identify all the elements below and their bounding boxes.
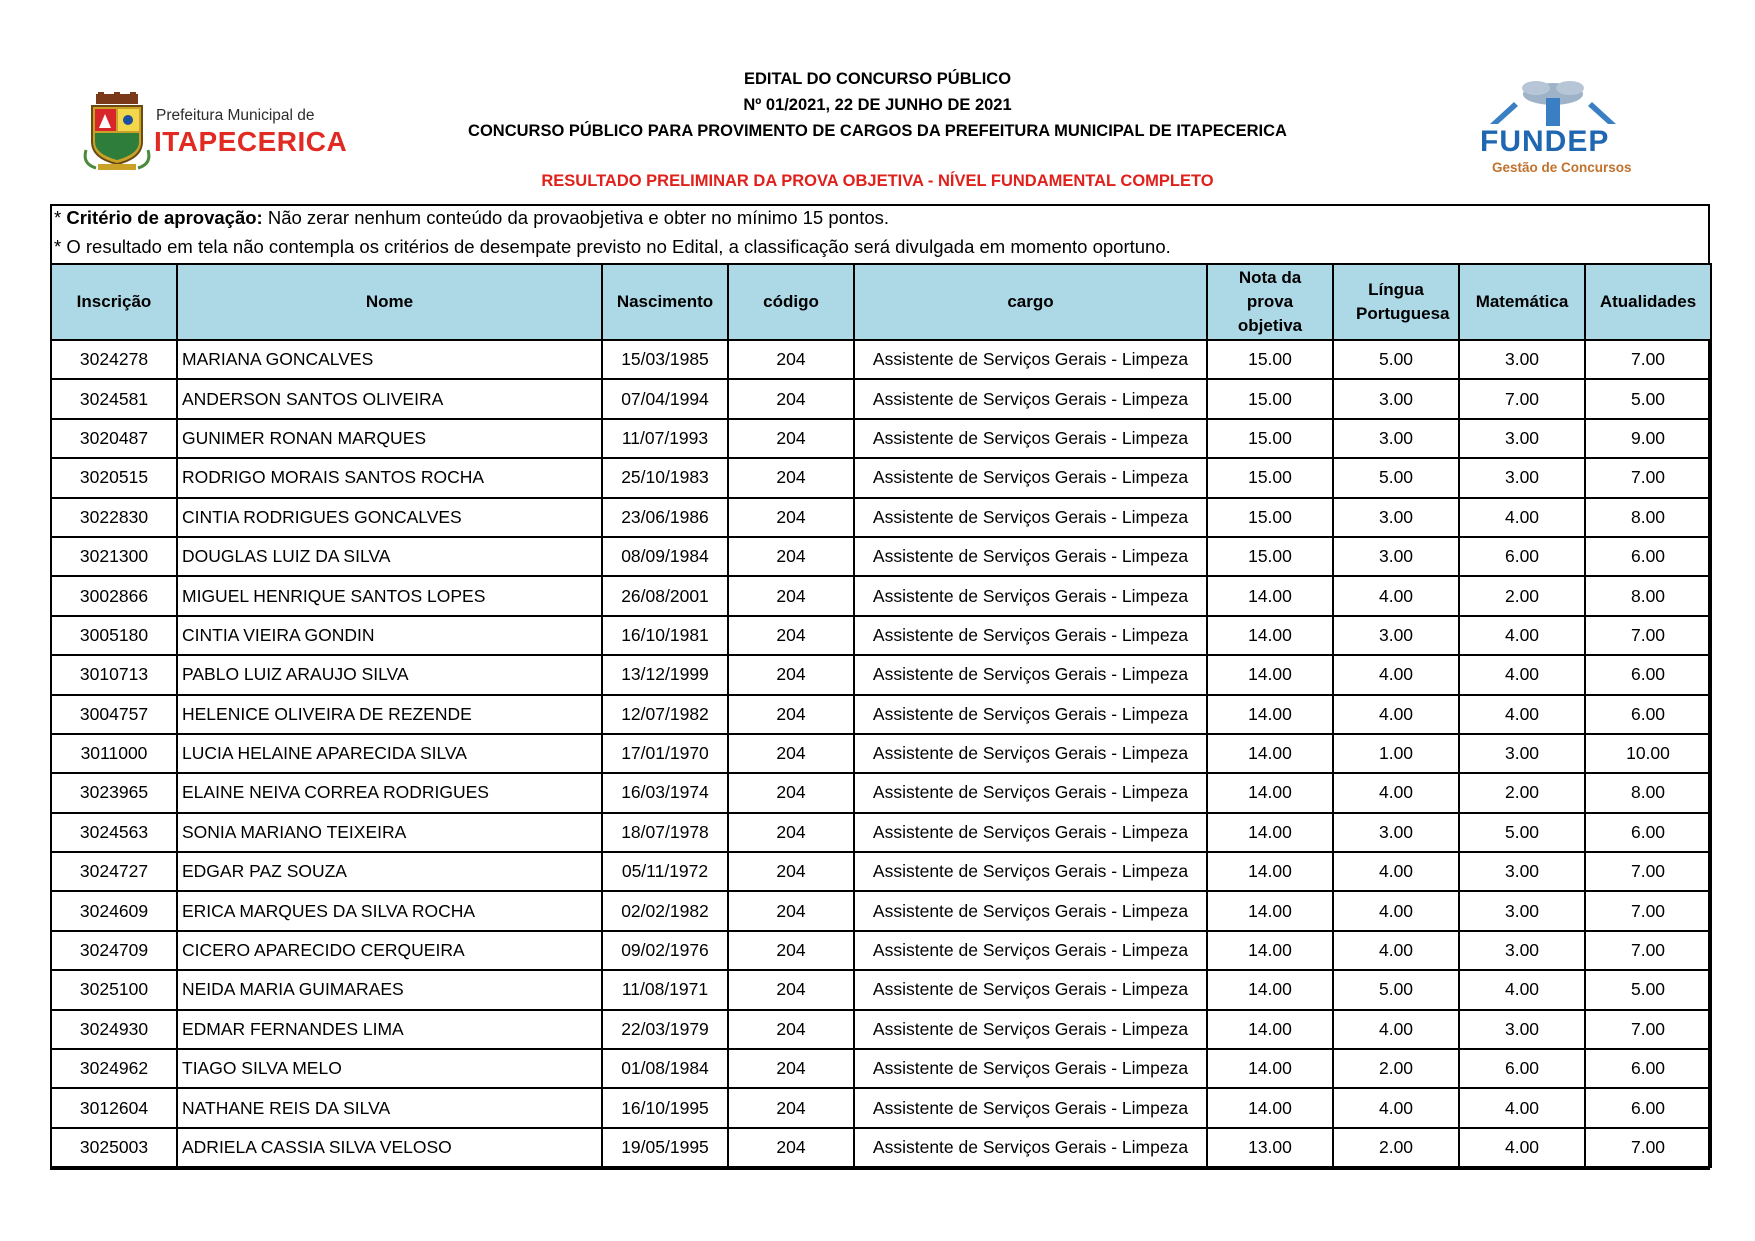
tiebreak-note: * O resultado em tela não contempla os critérios de desempate previsto no Edital, a classificação será divulgada em momento oportuno. — [54, 236, 1171, 257]
cell-cargo: Assistente de Serviços Gerais - Limpeza — [854, 616, 1207, 655]
cell-portugues: 3.00 — [1333, 419, 1459, 458]
cell-cargo: Assistente de Serviços Gerais - Limpeza — [854, 537, 1207, 576]
concurso-description: CONCURSO PÚBLICO PARA PROVIMENTO DE CARGOS DA PREFEITURA MUNICIPAL DE ITAPECERICA — [468, 122, 1287, 140]
cell-portugues: 5.00 — [1333, 970, 1459, 1009]
cell-nota: 15.00 — [1207, 379, 1333, 418]
cell-portugues: 3.00 — [1333, 616, 1459, 655]
cell-cargo: Assistente de Serviços Gerais - Limpeza — [854, 852, 1207, 891]
cell-nascimento: 19/05/1995 — [602, 1128, 728, 1167]
cell-atualidades: 6.00 — [1585, 1088, 1711, 1127]
cell-atualidades: 6.00 — [1585, 655, 1711, 694]
cell-portugues: 4.00 — [1333, 931, 1459, 970]
cell-matematica: 3.00 — [1459, 734, 1585, 773]
logo-itapecerica-text: ITAPECERICA — [154, 126, 348, 157]
cell-atualidades: 7.00 — [1585, 616, 1711, 655]
cell-nome: RODRIGO MORAIS SANTOS ROCHA — [177, 458, 602, 497]
cell-portugues: 4.00 — [1333, 1088, 1459, 1127]
cell-matematica: 4.00 — [1459, 655, 1585, 694]
cell-nota: 14.00 — [1207, 1088, 1333, 1127]
note1-label: Critério de aprovação: — [66, 207, 263, 228]
cell-codigo: 204 — [728, 813, 854, 852]
cell-inscricao: 3010713 — [51, 655, 177, 694]
cell-portugues: 5.00 — [1333, 340, 1459, 379]
cell-atualidades: 8.00 — [1585, 498, 1711, 537]
cell-nascimento: 11/07/1993 — [602, 419, 728, 458]
cell-matematica: 6.00 — [1459, 537, 1585, 576]
cell-nome: MIGUEL HENRIQUE SANTOS LOPES — [177, 576, 602, 615]
cell-nota: 14.00 — [1207, 1010, 1333, 1049]
cell-atualidades: 10.00 — [1585, 734, 1711, 773]
table-row — [51, 891, 1711, 930]
cell-nota: 14.00 — [1207, 695, 1333, 734]
cell-cargo: Assistente de Serviços Gerais - Limpeza — [854, 1010, 1207, 1049]
cell-nota: 14.00 — [1207, 1049, 1333, 1088]
cell-atualidades: 6.00 — [1585, 695, 1711, 734]
cell-codigo: 204 — [728, 734, 854, 773]
cell-atualidades: 5.00 — [1585, 970, 1711, 1009]
cell-nascimento: 17/01/1970 — [602, 734, 728, 773]
cell-atualidades: 7.00 — [1585, 458, 1711, 497]
cell-nome: ANDERSON SANTOS OLIVEIRA — [177, 379, 602, 418]
col-header-matematica: Matemática — [1459, 264, 1585, 340]
cell-nascimento: 09/02/1976 — [602, 931, 728, 970]
logo-prefeitura-text: Prefeitura Municipal de — [156, 107, 315, 124]
table-row — [51, 419, 1711, 458]
cell-matematica: 3.00 — [1459, 891, 1585, 930]
cell-cargo: Assistente de Serviços Gerais - Limpeza — [854, 655, 1207, 694]
col-header-nome: Nome — [177, 264, 602, 340]
cell-atualidades: 7.00 — [1585, 891, 1711, 930]
cell-cargo: Assistente de Serviços Gerais - Limpeza — [854, 419, 1207, 458]
cell-codigo: 204 — [728, 891, 854, 930]
cell-nascimento: 25/10/1983 — [602, 458, 728, 497]
cell-nome: CINTIA RODRIGUES GONCALVES — [177, 498, 602, 537]
edital-title: EDITAL DO CONCURSO PÚBLICO — [743, 70, 1012, 88]
cell-nome: LUCIA HELAINE APARECIDA SILVA — [177, 734, 602, 773]
cell-inscricao: 3025003 — [51, 1128, 177, 1167]
cell-cargo: Assistente de Serviços Gerais - Limpeza — [854, 379, 1207, 418]
cell-inscricao: 3024563 — [51, 813, 177, 852]
cell-atualidades: 6.00 — [1585, 537, 1711, 576]
cell-inscricao: 3020515 — [51, 458, 177, 497]
col-header-cargo: cargo — [854, 264, 1207, 340]
cell-codigo: 204 — [728, 379, 854, 418]
cell-cargo: Assistente de Serviços Gerais - Limpeza — [854, 340, 1207, 379]
cell-cargo: Assistente de Serviços Gerais - Limpeza — [854, 734, 1207, 773]
cell-portugues: 3.00 — [1333, 498, 1459, 537]
cell-nascimento: 16/10/1981 — [602, 616, 728, 655]
cell-portugues: 4.00 — [1333, 695, 1459, 734]
results-body — [51, 340, 1711, 1167]
cell-nascimento: 02/02/1982 — [602, 891, 728, 930]
cell-nascimento: 11/08/1971 — [602, 970, 728, 1009]
cell-codigo: 204 — [728, 340, 854, 379]
cell-nome: PABLO LUIZ ARAUJO SILVA — [177, 655, 602, 694]
cell-nome: TIAGO SILVA MELO — [177, 1049, 602, 1088]
cell-codigo: 204 — [728, 931, 854, 970]
cell-nota: 14.00 — [1207, 931, 1333, 970]
cell-cargo: Assistente de Serviços Gerais - Limpeza — [854, 458, 1207, 497]
table-row — [51, 537, 1711, 576]
cell-nome: ERICA MARQUES DA SILVA ROCHA — [177, 891, 602, 930]
cell-nome: CINTIA VIEIRA GONDIN — [177, 616, 602, 655]
cell-nascimento: 16/03/1974 — [602, 773, 728, 812]
cell-nota: 15.00 — [1207, 340, 1333, 379]
cell-nome: CICERO APARECIDO CERQUEIRA — [177, 931, 602, 970]
cell-nascimento: 08/09/1984 — [602, 537, 728, 576]
cell-codigo: 204 — [728, 616, 854, 655]
table-row — [51, 340, 1711, 379]
cell-cargo: Assistente de Serviços Gerais - Limpeza — [854, 1049, 1207, 1088]
cell-inscricao: 3023965 — [51, 773, 177, 812]
cell-portugues: 3.00 — [1333, 813, 1459, 852]
cell-inscricao: 3004757 — [51, 695, 177, 734]
cell-codigo: 204 — [728, 419, 854, 458]
table-row — [51, 655, 1711, 694]
cell-matematica: 2.00 — [1459, 576, 1585, 615]
cell-cargo: Assistente de Serviços Gerais - Limpeza — [854, 970, 1207, 1009]
fundep-wordmark: FUNDEP — [1480, 125, 1610, 158]
cell-atualidades: 7.00 — [1585, 340, 1711, 379]
cell-matematica: 3.00 — [1459, 458, 1585, 497]
edital-number: Nº 01/2021, 22 DE JUNHO DE 2021 — [743, 96, 1012, 114]
cell-codigo: 204 — [728, 852, 854, 891]
cell-nascimento: 01/08/1984 — [602, 1049, 728, 1088]
cell-nota: 14.00 — [1207, 655, 1333, 694]
cell-codigo: 204 — [728, 576, 854, 615]
cell-inscricao: 3024727 — [51, 852, 177, 891]
cell-portugues: 4.00 — [1333, 891, 1459, 930]
cell-nome: MARIANA GONCALVES — [177, 340, 602, 379]
col-header-portugues: Língua Portuguesa — [1333, 264, 1459, 340]
cell-atualidades: 8.00 — [1585, 773, 1711, 812]
cell-inscricao: 3002866 — [51, 576, 177, 615]
cell-portugues: 3.00 — [1333, 537, 1459, 576]
cell-inscricao: 3024709 — [51, 931, 177, 970]
cell-codigo: 204 — [728, 1049, 854, 1088]
cell-codigo: 204 — [728, 773, 854, 812]
cell-matematica: 3.00 — [1459, 931, 1585, 970]
cell-nota: 15.00 — [1207, 498, 1333, 537]
cell-inscricao: 3024962 — [51, 1049, 177, 1088]
cell-cargo: Assistente de Serviços Gerais - Limpeza — [854, 576, 1207, 615]
cell-nome: EDMAR FERNANDES LIMA — [177, 1010, 602, 1049]
cell-portugues: 3.00 — [1333, 379, 1459, 418]
cell-inscricao: 3024609 — [51, 891, 177, 930]
table-row — [51, 734, 1711, 773]
cell-matematica: 6.00 — [1459, 1049, 1585, 1088]
table-row — [51, 576, 1711, 615]
approval-criteria-note — [54, 207, 889, 229]
cell-atualidades: 6.00 — [1585, 1049, 1711, 1088]
cell-nascimento: 23/06/1986 — [602, 498, 728, 537]
cell-cargo: Assistente de Serviços Gerais - Limpeza — [854, 773, 1207, 812]
cell-portugues: 5.00 — [1333, 458, 1459, 497]
cell-nota: 14.00 — [1207, 576, 1333, 615]
cell-nome: NEIDA MARIA GUIMARAES — [177, 970, 602, 1009]
cell-atualidades: 7.00 — [1585, 1128, 1711, 1167]
cell-portugues: 1.00 — [1333, 734, 1459, 773]
cell-matematica: 7.00 — [1459, 379, 1585, 418]
table-row — [51, 970, 1711, 1009]
cell-cargo: Assistente de Serviços Gerais - Limpeza — [854, 498, 1207, 537]
cell-cargo: Assistente de Serviços Gerais - Limpeza — [854, 1088, 1207, 1127]
cell-nome: EDGAR PAZ SOUZA — [177, 852, 602, 891]
note1-text: Não zerar nenhum conteúdo da provaobjetiva e obter no mínimo 15 pontos. — [262, 207, 890, 228]
cell-codigo: 204 — [728, 970, 854, 1009]
fundep-emblem-icon — [1488, 80, 1618, 128]
cell-nascimento: 12/07/1982 — [602, 695, 728, 734]
cell-atualidades: 8.00 — [1585, 576, 1711, 615]
cell-atualidades: 7.00 — [1585, 1010, 1711, 1049]
cell-cargo: Assistente de Serviços Gerais - Limpeza — [854, 891, 1207, 930]
cell-nota: 14.00 — [1207, 734, 1333, 773]
cell-inscricao: 3005180 — [51, 616, 177, 655]
cell-inscricao: 3024581 — [51, 379, 177, 418]
cell-matematica: 4.00 — [1459, 616, 1585, 655]
table-row — [51, 458, 1711, 497]
cell-inscricao: 3021300 — [51, 537, 177, 576]
cell-matematica: 4.00 — [1459, 498, 1585, 537]
cell-nota: 15.00 — [1207, 419, 1333, 458]
cell-nota: 14.00 — [1207, 891, 1333, 930]
col-header-inscricao: Inscrição — [51, 264, 177, 340]
cell-cargo: Assistente de Serviços Gerais - Limpeza — [854, 695, 1207, 734]
cell-matematica: 4.00 — [1459, 970, 1585, 1009]
table-row — [51, 931, 1711, 970]
cell-atualidades: 7.00 — [1585, 931, 1711, 970]
table-row — [51, 813, 1711, 852]
cell-portugues: 4.00 — [1333, 655, 1459, 694]
cell-atualidades: 9.00 — [1585, 419, 1711, 458]
cell-matematica: 3.00 — [1459, 1010, 1585, 1049]
cell-nascimento: 15/03/1985 — [602, 340, 728, 379]
cell-inscricao: 3022830 — [51, 498, 177, 537]
table-row — [51, 379, 1711, 418]
table-row — [51, 1128, 1711, 1167]
cell-codigo: 204 — [728, 655, 854, 694]
cell-codigo: 204 — [728, 1010, 854, 1049]
table-row — [51, 616, 1711, 655]
cell-portugues: 4.00 — [1333, 773, 1459, 812]
cell-nascimento: 05/11/1972 — [602, 852, 728, 891]
cell-matematica: 5.00 — [1459, 813, 1585, 852]
table-row — [51, 695, 1711, 734]
cell-atualidades: 7.00 — [1585, 852, 1711, 891]
table-row — [51, 852, 1711, 891]
table-header-row — [51, 264, 1711, 340]
cell-codigo: 204 — [728, 1128, 854, 1167]
cell-codigo: 204 — [728, 498, 854, 537]
fundep-logo — [1470, 80, 1635, 180]
results-table — [50, 263, 1712, 1168]
cell-nome: SONIA MARIANO TEIXEIRA — [177, 813, 602, 852]
cell-cargo: Assistente de Serviços Gerais - Limpeza — [854, 931, 1207, 970]
cell-portugues: 2.00 — [1333, 1128, 1459, 1167]
col-header-nascimento: Nascimento — [602, 264, 728, 340]
col-header-nota: Nota da prova objetiva — [1207, 264, 1333, 340]
cell-matematica: 3.00 — [1459, 852, 1585, 891]
cell-nascimento: 22/03/1979 — [602, 1010, 728, 1049]
cell-codigo: 204 — [728, 1088, 854, 1127]
cell-cargo: Assistente de Serviços Gerais - Limpeza — [854, 813, 1207, 852]
cell-nota: 14.00 — [1207, 970, 1333, 1009]
cell-portugues: 4.00 — [1333, 852, 1459, 891]
cell-nota: 14.00 — [1207, 813, 1333, 852]
cell-inscricao: 3025100 — [51, 970, 177, 1009]
cell-inscricao: 3024278 — [51, 340, 177, 379]
cell-nome: DOUGLAS LUIZ DA SILVA — [177, 537, 602, 576]
cell-nome: GUNIMER RONAN MARQUES — [177, 419, 602, 458]
cell-matematica: 3.00 — [1459, 340, 1585, 379]
col-header-codigo: código — [728, 264, 854, 340]
cell-atualidades: 6.00 — [1585, 813, 1711, 852]
cell-nome: HELENICE OLIVEIRA DE REZENDE — [177, 695, 602, 734]
cell-nota: 13.00 — [1207, 1128, 1333, 1167]
cell-nota: 14.00 — [1207, 852, 1333, 891]
cell-matematica: 4.00 — [1459, 695, 1585, 734]
cell-nota: 14.00 — [1207, 616, 1333, 655]
cell-matematica: 3.00 — [1459, 419, 1585, 458]
cell-nota: 14.00 — [1207, 773, 1333, 812]
cell-codigo: 204 — [728, 458, 854, 497]
fundep-tagline: Gestão de Concursos — [1492, 160, 1632, 175]
cell-nome: NATHANE REIS DA SILVA — [177, 1088, 602, 1127]
cell-inscricao: 3012604 — [51, 1088, 177, 1127]
cell-nome: ADRIELA CASSIA SILVA VELOSO — [177, 1128, 602, 1167]
cell-codigo: 204 — [728, 695, 854, 734]
cell-nota: 15.00 — [1207, 458, 1333, 497]
cell-nascimento: 26/08/2001 — [602, 576, 728, 615]
table-row — [51, 1088, 1711, 1127]
cell-matematica: 4.00 — [1459, 1088, 1585, 1127]
table-row — [51, 498, 1711, 537]
table-row — [51, 1010, 1711, 1049]
cell-nascimento: 16/10/1995 — [602, 1088, 728, 1127]
col-header-atualidades: Atualidades — [1585, 264, 1711, 340]
cell-nascimento: 13/12/1999 — [602, 655, 728, 694]
cell-inscricao: 3020487 — [51, 419, 177, 458]
cell-codigo: 204 — [728, 537, 854, 576]
note1-prefix: * — [54, 207, 67, 228]
cell-matematica: 4.00 — [1459, 1128, 1585, 1167]
cell-portugues: 4.00 — [1333, 576, 1459, 615]
cell-atualidades: 5.00 — [1585, 379, 1711, 418]
cell-portugues: 2.00 — [1333, 1049, 1459, 1088]
cell-cargo: Assistente de Serviços Gerais - Limpeza — [854, 1128, 1207, 1167]
cell-nome: ELAINE NEIVA CORREA RODRIGUES — [177, 773, 602, 812]
cell-inscricao: 3024930 — [51, 1010, 177, 1049]
cell-inscricao: 3011000 — [51, 734, 177, 773]
table-row — [51, 773, 1711, 812]
cell-matematica: 2.00 — [1459, 773, 1585, 812]
cell-nascimento: 07/04/1994 — [602, 379, 728, 418]
table-row — [51, 1049, 1711, 1088]
cell-nota: 15.00 — [1207, 537, 1333, 576]
result-subtitle: RESULTADO PRELIMINAR DA PROVA OBJETIVA - NÍVEL FUNDAMENTAL COMPLETO — [541, 172, 1214, 190]
cell-portugues: 4.00 — [1333, 1010, 1459, 1049]
cell-nascimento: 18/07/1978 — [602, 813, 728, 852]
